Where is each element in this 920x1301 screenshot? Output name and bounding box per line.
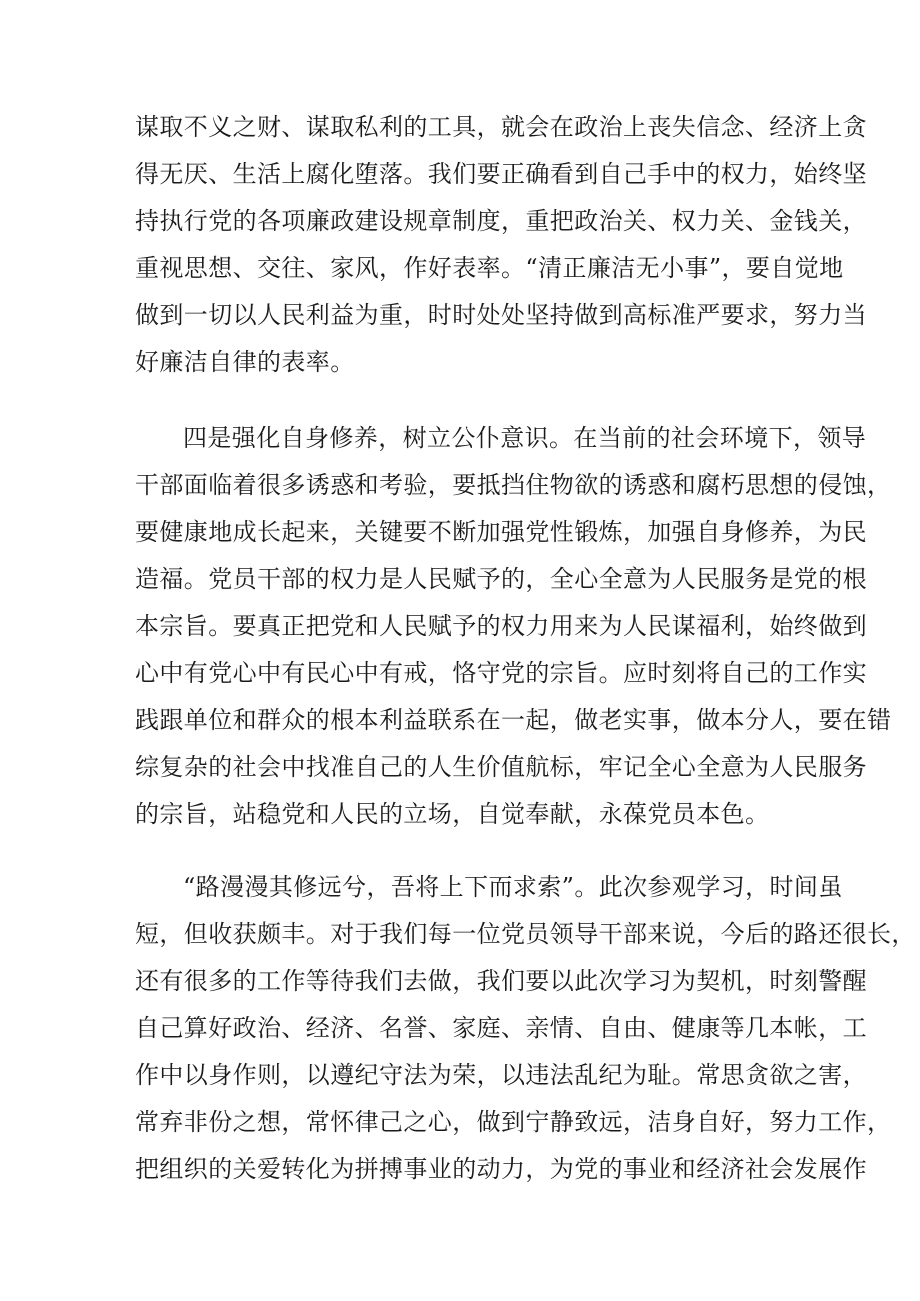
paragraph-line: 还有很多的工作等待我们去做，我们要以此次学习为契机，时刻警醒	[135, 967, 867, 995]
paragraph-3	[135, 864, 916, 1193]
paragraph-line-last: 好廉洁自律的表率。	[135, 348, 355, 376]
paragraph-line-first: 四是强化自身修养，树立公仆意识。在当前的社会环境下，领导	[183, 424, 867, 452]
paragraph-line: 得无厌、生活上腐化堕落。我们要正确看到自己手中的权力，始终坚	[135, 160, 867, 188]
paragraph-line: 做到一切以人民利益为重，时时处处坚持做到高标准严要求，努力当	[135, 301, 867, 329]
paragraph-line: 干部面临着很多诱惑和考验，要抵挡住物欲的诱惑和腐朽思想的侵蚀，	[135, 471, 892, 499]
paragraph-line: 造福。党员干部的权力是人民赋予的，全心全意为人民服务是党的根	[135, 565, 867, 593]
paragraph-2	[135, 415, 892, 838]
paragraph-line: 重视思想、交往、家风，作好表率。“清正廉洁无小事”，要自觉地	[135, 254, 844, 282]
paragraph-line: 要健康地成长起来，关键要不断加强党性锻炼，加强自身修养，为民	[135, 518, 867, 546]
paragraph-line: 自己算好政治、经济、名誉、家庭、亲情、自由、健康等几本帐，工	[135, 1014, 867, 1042]
paragraph-line: 常弃非份之想，常怀律己之心，做到宁静致远，洁身自好，努力工作，	[135, 1108, 892, 1136]
paragraph-line: 谋取不义之财、谋取私利的工具，就会在政治上丧失信念、经济上贪	[135, 113, 867, 141]
paragraph-line: 作中以身作则，以遵纪守法为荣，以违法乱纪为耻。常思贪欲之害，	[135, 1061, 867, 1089]
paragraph-line-last: 的宗旨，站稳党和人民的立场，自觉奉献，永葆党员本色。	[135, 800, 770, 828]
paragraph-line: 心中有党心中有民心中有戒，恪守党的宗旨。应时刻将自己的工作实	[135, 659, 867, 687]
paragraph-line-first: “路漫漫其修远兮，吾将上下而求索”。此次参观学习，时间虽	[183, 873, 843, 901]
paragraph-line: 持执行党的各项廉政建设规章制度，重把政治关、权力关、金钱关，	[135, 207, 867, 235]
paragraph-line: 本宗旨。要真正把党和人民赋予的权力用来为人民谋福利，始终做到	[135, 612, 867, 640]
paragraph-line: 综复杂的社会中找准自己的人生价值航标，牢记全心全意为人民服务	[135, 753, 867, 781]
paragraph-line: 短，但收获颇丰。对于我们每一位党员领导干部来说，今后的路还很长，	[135, 920, 916, 948]
paragraph-1	[135, 104, 867, 386]
paragraph-line: 把组织的关爱转化为拼搏事业的动力，为党的事业和经济社会发展作	[135, 1155, 867, 1183]
paragraph-line: 践跟单位和群众的根本利益联系在一起，做老实事，做本分人，要在错	[135, 706, 892, 734]
